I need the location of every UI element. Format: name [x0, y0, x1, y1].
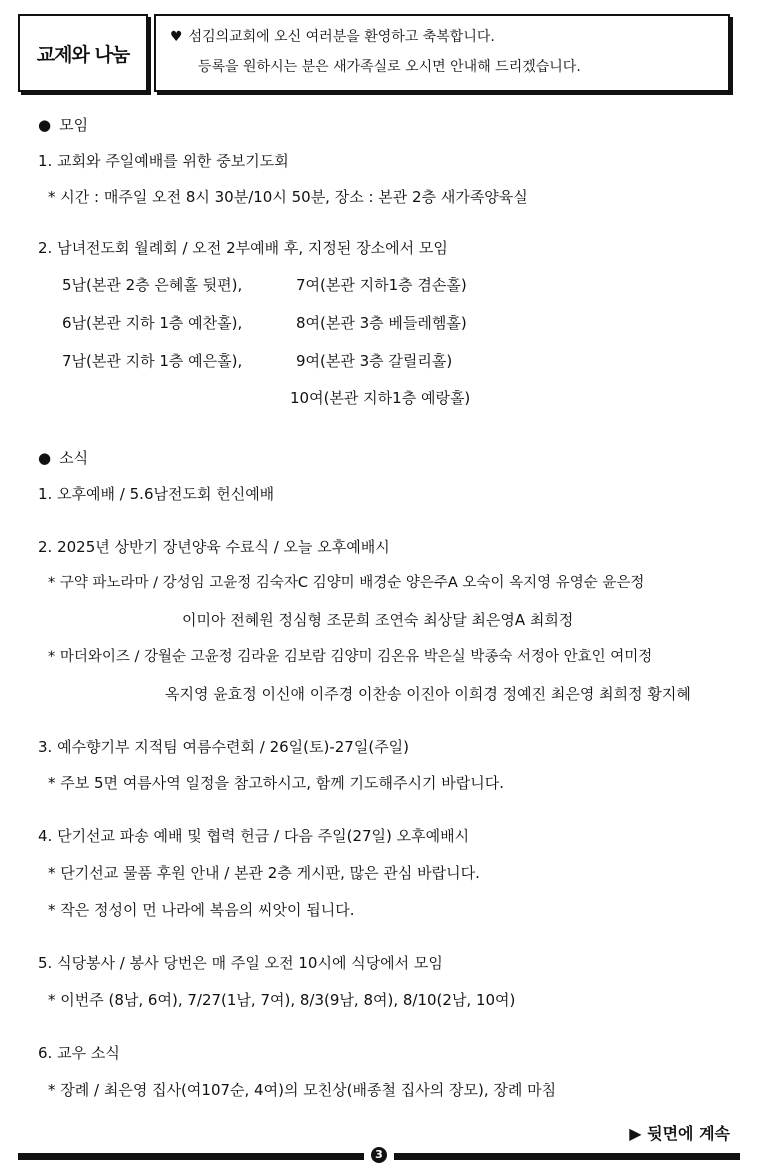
welcome-line-1: ♥ 섬김의교회에 오신 여러분을 환영하고 축복합니다. [170, 29, 495, 45]
news-item-4: 4. 단기선교 파송 예배 및 협력 헌금 / 다음 주일(27일) 오후예배시 [38, 827, 470, 845]
news-heading: ● 소식 [38, 449, 89, 467]
news-item-5-detail: * 이번주 (8남, 6여), 7/27(1남, 7여), 8/3(9남, 8여), 8/10(2남, 10여) [48, 991, 516, 1009]
room-entry: 5남(본관 2층 은혜홀 뒷편), [62, 276, 243, 294]
news-item-1: 1. 오후예배 / 5.6남전도회 헌신예배 [38, 485, 275, 503]
footer-rule-right [394, 1153, 740, 1160]
welcome-line-2: 등록을 원하시는 분은 새가족실로 오시면 안내해 드리겠습니다. [198, 59, 581, 75]
news-item-4-detail-a: * 단기선교 물품 후원 안내 / 본관 2층 게시판, 많은 관심 바랍니다. [48, 864, 480, 882]
bullet-icon: ● [38, 449, 52, 467]
news-item-2-list-a: * 구약 파노라마 / 강성임 고윤정 김숙자C 김양미 배경순 양은주A 오숙이 옥지영 유영순 윤은정 [48, 575, 645, 591]
news-item-2-list-a-cont: 이미아 전혜원 정심형 조문희 조연숙 최상달 최은영A 최희정 [182, 611, 574, 629]
footer-rule-left [18, 1153, 364, 1160]
news-item-3: 3. 예수향기부 지적팀 여름수련회 / 26일(토)-27일(주일) [38, 738, 410, 756]
section-title: 교제와 나눔 [18, 14, 148, 92]
news-item-6-detail: * 장례 / 최은영 집사(여107순, 4여)의 모친상(배종철 집사의 장모), 장례 마침 [48, 1081, 557, 1099]
room-entry: 9여(본관 3층 갈릴리홀) [296, 352, 453, 370]
meeting-item-1: 1. 교회와 주일예배를 위한 중보기도회 [38, 152, 289, 170]
room-entry: 10여(본관 지하1층 예랑홀) [290, 389, 471, 407]
meeting-item-2: 2. 남녀전도회 월례회 / 오전 2부예배 후, 지정된 장소에서 모임 [38, 239, 448, 257]
news-item-3-detail: * 주보 5면 여름사역 일정을 참고하시고, 함께 기도해주시기 바랍니다. [48, 774, 504, 792]
room-entry: 6남(본관 지하 1층 예찬홀), [62, 314, 243, 332]
news-item-5: 5. 식당봉사 / 봉사 당번은 매 주일 오전 10시에 식당에서 모임 [38, 954, 443, 972]
bullet-icon: ● [38, 116, 52, 134]
room-entry: 8여(본관 3층 베들레헴홀) [296, 314, 467, 332]
header [18, 14, 734, 96]
news-item-6: 6. 교우 소식 [38, 1044, 120, 1062]
meeting-item-1-detail: * 시간 : 매주일 오전 8시 30분/10시 50분, 장소 : 본관 2층 새가족양육실 [48, 188, 528, 206]
page-number: 3 [371, 1147, 387, 1163]
heart-icon: ♥ [170, 29, 183, 45]
news-item-2-list-b: * 마더와이즈 / 강월순 고윤정 김라윤 김보람 김양미 김온유 박은실 박종숙 서정아 안효인 여미정 [48, 649, 653, 665]
footer-rule [18, 1149, 740, 1165]
welcome-box [154, 14, 730, 92]
news-item-4-detail-b: * 작은 정성이 먼 나라에 복음의 씨앗이 됩니다. [48, 901, 355, 919]
room-entry: 7여(본관 지하1층 겸손홀) [296, 276, 467, 294]
meeting-heading: ● 모임 [38, 116, 89, 134]
news-item-2: 2. 2025년 상반기 장년양육 수료식 / 오늘 오후예배시 [38, 538, 390, 556]
room-entry: 7남(본관 지하 1층 예은홀), [62, 352, 243, 370]
news-item-2-list-b-cont: 옥지영 윤효정 이신애 이주경 이찬송 이진아 이희경 정예진 최은영 최희정 황지혜 [165, 685, 691, 703]
continue-note: ▶ 뒷면에 계속 [629, 1124, 730, 1143]
